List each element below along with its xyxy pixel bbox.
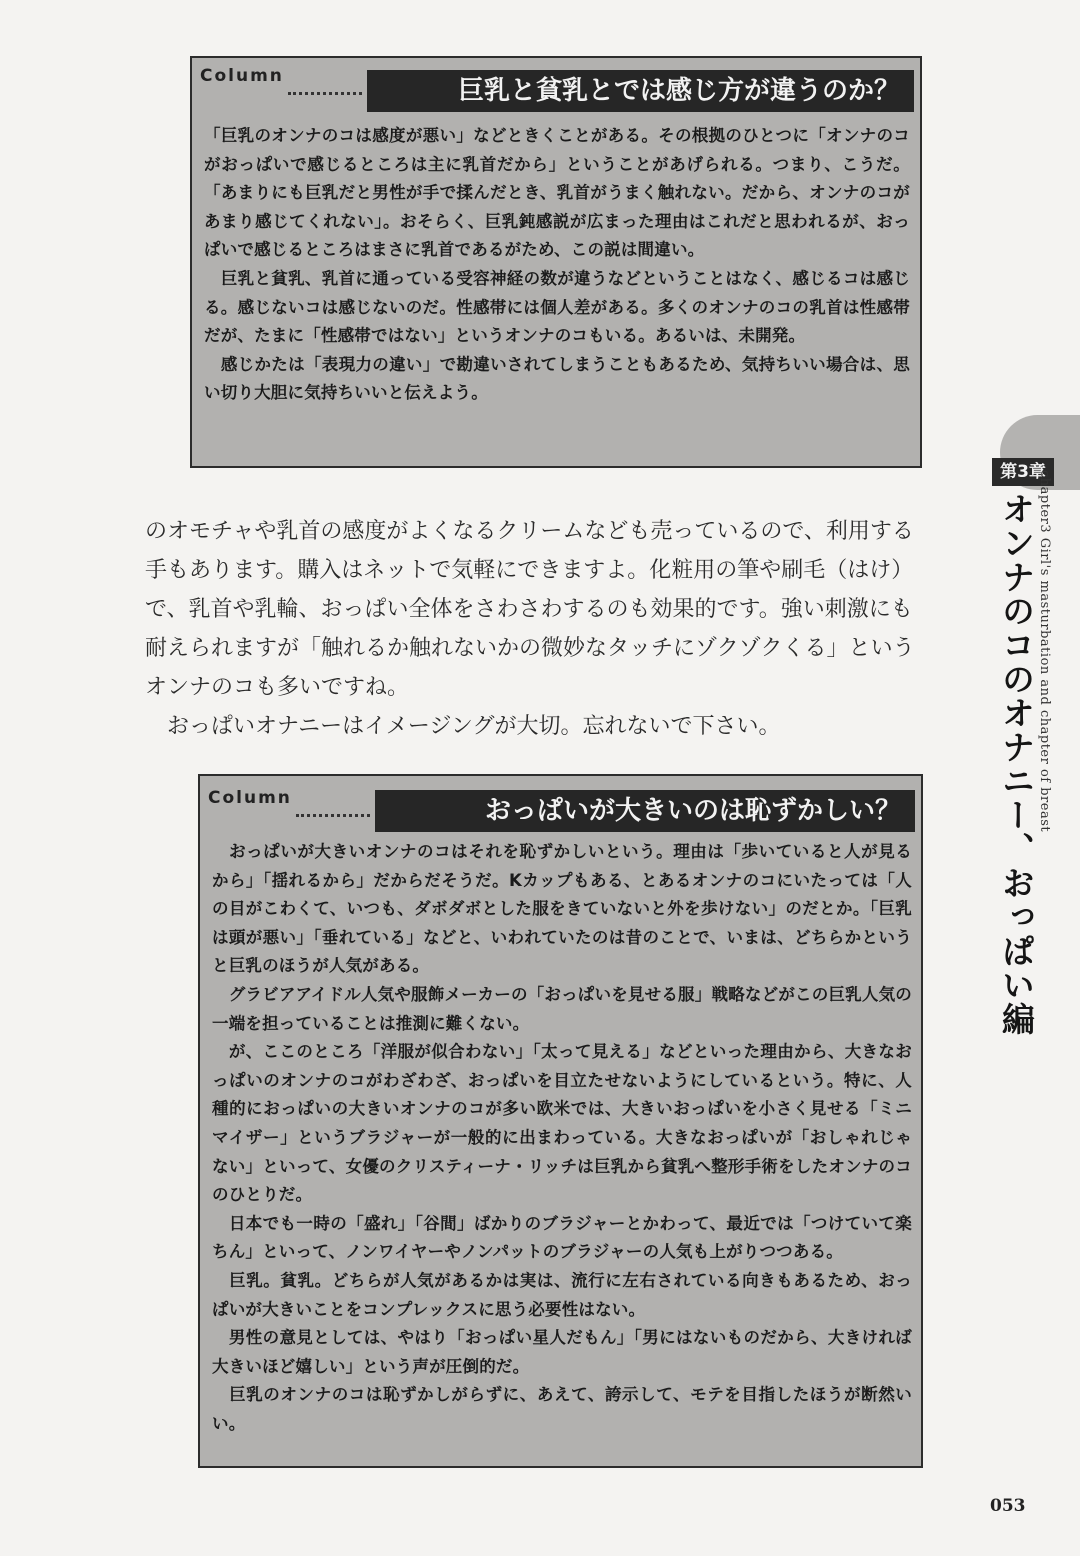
main-body-text [145,512,925,746]
column-paragraph: おっぱいが大きいオンナのコはそれを恥ずかしいという。理由は「歩いていると人が見るから」「揺れるから」だからだそうだ。Kカップもある、とあるオンナのコにいたっては「人の目がこわくて、いつも、ダボダボとした服をきていないと外を歩けない」のだとか。「巨乳は頭が悪い」「垂れている」などと、いわれていたのは昔のことで、いまは、どちらかというと巨乳のほうが人気がある。 [212,842,912,976]
column-paragraph: 巨乳のオンナのコは恥ずかしがらずに、あえて、誇示して、モテを目指したほうが断然いい。 [212,1385,912,1433]
main-paragraph: のオモチャや乳首の感度がよくなるクリームなども売っているので、利用する手もあります。購入はネットで気軽にできますよ。化粧用の筆や刷毛（はけ）で、乳首や乳輪、おっぱい全体をさわさわするのも効果的です。強い刺激にも耐えられますが「触れるか触れないかの微妙なタッチにゾクゾクくる」というオンナのコも多いですね。 [145,519,915,700]
column-paragraph: 巨乳。貧乳。どちらが人気があるかは実は、流行に左右されている向きもあるため、おっぱいが大きいことをコンプレックスに思う必要性はない。 [212,1270,912,1319]
column-label: Column [200,66,284,86]
column-body [212,838,912,1438]
column-paragraph: 巨乳と貧乳、乳首に通っている受容神経の数が違うなどということはなく、感じるコは感じる。感じないコは感じないのだ。性感帯には個人差がある。多くのオンナのコの乳首は性感帯だが、たまに「性感帯ではない」というオンナのコもいる。あるいは、未開発。 [204,268,910,346]
column-dotted-rule [288,92,362,95]
chapter-title: オンナのコのオナニー、おっぱい編 [997,492,1036,1036]
column-paragraph: 日本でも一時の「盛れ」「谷間」ばかりのブラジャーとかわって、最近では「つけていて楽ちん」といって、ノンワイヤーやノンパットのブラジャーの人気も上がりつつある。 [212,1213,912,1262]
column-paragraph: 男性の意見としては、やはり「おっぱい星人だもん」「男にはないものだから、大きければ大きいほど嬉しい」という声が圧倒的だ。 [212,1328,912,1376]
column-title: 巨乳と貧乳とでは感じ方が違うのか？ [367,70,914,112]
column-label: Column [208,788,292,808]
column-box-1 [190,56,922,468]
column-title: おっぱいが大きいのは恥ずかしい？ [375,790,915,832]
chapter-badge: 第3章 [992,458,1054,486]
column-paragraph: 感じかたは「表現力の違い」で勘違いされてしまうこともあるため、気持ちいい場合は、思い切り大胆に気持ちいいと伝えよう。 [204,354,910,403]
column-paragraph: が、ここのところ「洋服が似合わない」「太って見える」などといった理由から、大きなおっぱいのオンナのコがわざわざ、おっぱいを目立たせないようにしているという。特に、人種的におっぱいの大きいオンナのコが多い欧米では、大きいおっぱいを小さく見せる「ミニマイザー」というブラジャーが一般的に出まわっている。大きなおっぱいが「おしゃれじゃない」といって、女優のクリスティーナ・リッチは巨乳から貧乳へ整形手術をしたオンナのコのひとりだ。 [212,1042,912,1205]
main-paragraph: おっぱいオナニーはイメージングが大切。忘れないで下さい。 [145,714,781,739]
column-box-2 [198,774,923,1468]
column-dotted-rule [296,814,370,817]
chapter-subtitle: chapter3 Girl's masturbation and chapter of breast [1037,470,1052,833]
column-body [204,122,910,408]
page-number: 053 [990,1496,1026,1516]
column-paragraph: グラビアアイドル人気や服飾メーカーの「おっぱいを見せる服」戦略などがこの巨乳人気の一端を担っていることは推測に難くない。 [212,984,912,1033]
column-paragraph: 「巨乳のオンナのコは感度が悪い」などときくことがある。その根拠のひとつに「オンナのコがおっぱいで感じるところは主に乳首だから」ということがあげられる。つまり、こうだ。「あまりにも巨乳だと男性が手で揉んだとき、乳首がうまく触れない。だから、オンナのコがあまり感じてくれない」。おそらく、巨乳鈍感説が広まった理由はこれだと思われるが、おっぱいで感じるところはまさに乳首であるがため、この説は間違い。 [204,126,910,260]
